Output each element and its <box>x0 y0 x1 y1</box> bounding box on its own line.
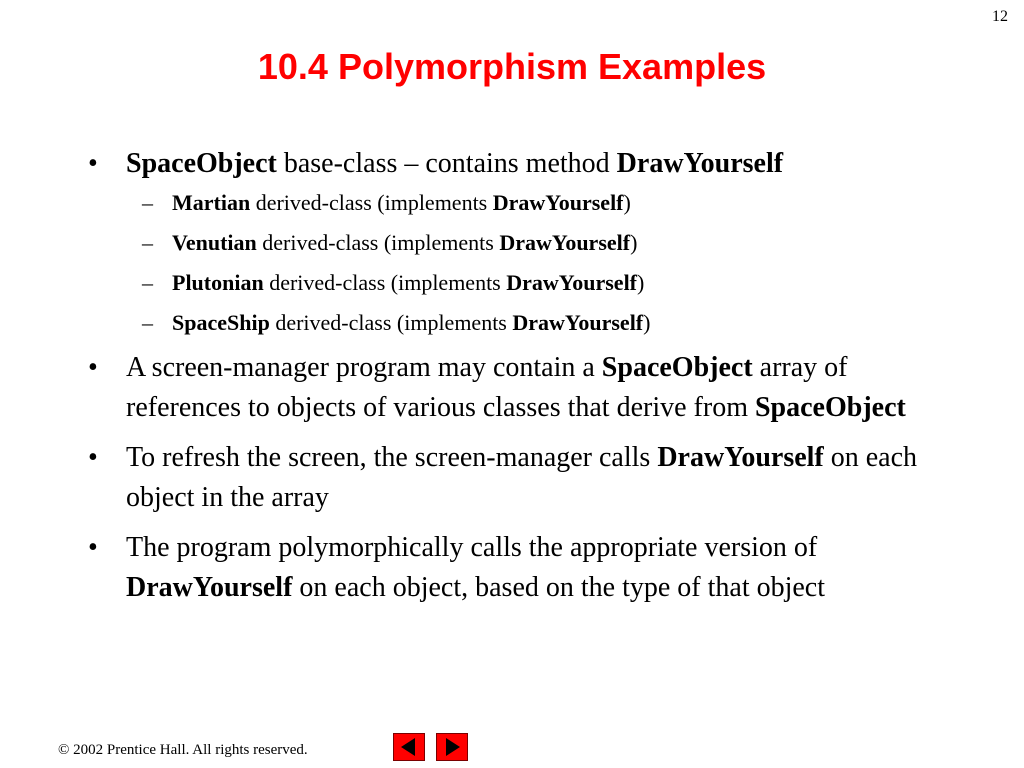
text-run: derived-class (implements <box>256 230 500 255</box>
copyright-footer: © 2002 Prentice Hall. All rights reserved. <box>58 742 308 758</box>
text-run: ) <box>630 230 638 255</box>
sub-bullet-item <box>86 308 946 338</box>
sub-bullet-item <box>86 188 946 218</box>
bold-term: SpaceObject <box>754 392 906 423</box>
sub-bullet-mark: – <box>142 230 153 255</box>
text-run: derived-class (implements <box>250 190 493 215</box>
sub-bullet-item <box>86 228 946 258</box>
sub-bullet-text <box>132 270 644 295</box>
bullet-text <box>126 532 825 603</box>
bullet-item <box>86 348 946 428</box>
previous-slide-button[interactable] <box>393 733 425 761</box>
text-run: The program polymorphically calls the appropriate version of <box>126 532 818 563</box>
sub-bullet-list <box>126 188 946 338</box>
sub-bullet-mark: – <box>142 190 153 215</box>
page-number: 12 <box>992 8 1008 25</box>
bold-term: DrawYourself <box>126 572 293 603</box>
bold-term: DrawYourself <box>616 148 784 179</box>
bold-term: SpaceObject <box>601 352 753 383</box>
bullet-mark: • <box>88 442 98 473</box>
bold-term: Plutonian <box>172 270 264 295</box>
bullet-item <box>86 528 946 608</box>
text-run: To refresh the screen, the screen-manager calls <box>126 442 658 473</box>
text-run: ) <box>643 310 651 335</box>
sub-bullet-item <box>86 268 946 298</box>
text-run: array of references to objects of various classes that derive from <box>126 352 848 423</box>
sub-bullet-mark: – <box>142 270 153 295</box>
text-run: on each object in the array <box>126 442 918 513</box>
sub-bullet-text <box>132 310 650 335</box>
sub-bullet-text <box>132 230 637 255</box>
text-run: A screen-manager program may contain a <box>126 352 602 383</box>
sub-bullet-text <box>132 190 631 215</box>
text-run: base-class – contains method <box>276 148 617 179</box>
bullet-mark: • <box>88 532 98 563</box>
slide-body <box>86 144 946 618</box>
slide-title: 10.4 Polymorphism Examples <box>257 46 767 87</box>
bold-term: Martian <box>172 190 251 215</box>
bold-term: DrawYourself <box>512 310 644 335</box>
bullet-text <box>126 352 906 423</box>
bold-term: SpaceObject <box>126 148 277 179</box>
right-arrow-icon <box>437 734 467 760</box>
bullet-text <box>126 148 783 179</box>
bold-term: DrawYourself <box>492 190 624 215</box>
text-run: derived-class (implements <box>263 270 507 295</box>
bullet-item <box>86 438 946 518</box>
bullet-text <box>126 442 917 513</box>
text-run: ) <box>637 270 645 295</box>
next-slide-button[interactable] <box>436 733 468 761</box>
bullet-item <box>86 144 946 338</box>
sub-bullet-mark: – <box>142 310 153 335</box>
text-run: derived-class (implements <box>269 310 513 335</box>
bold-term: DrawYourself <box>657 442 824 473</box>
bold-term: DrawYourself <box>499 230 631 255</box>
bold-term: Venutian <box>172 230 257 255</box>
text-run: ) <box>623 190 631 215</box>
left-arrow-icon <box>394 734 424 760</box>
bold-term: DrawYourself <box>506 270 638 295</box>
bullet-mark: • <box>88 352 98 383</box>
bold-term: SpaceShip <box>172 310 270 335</box>
bullet-mark: • <box>88 148 98 179</box>
text-run: on each object, based on the type of that object <box>292 572 826 603</box>
